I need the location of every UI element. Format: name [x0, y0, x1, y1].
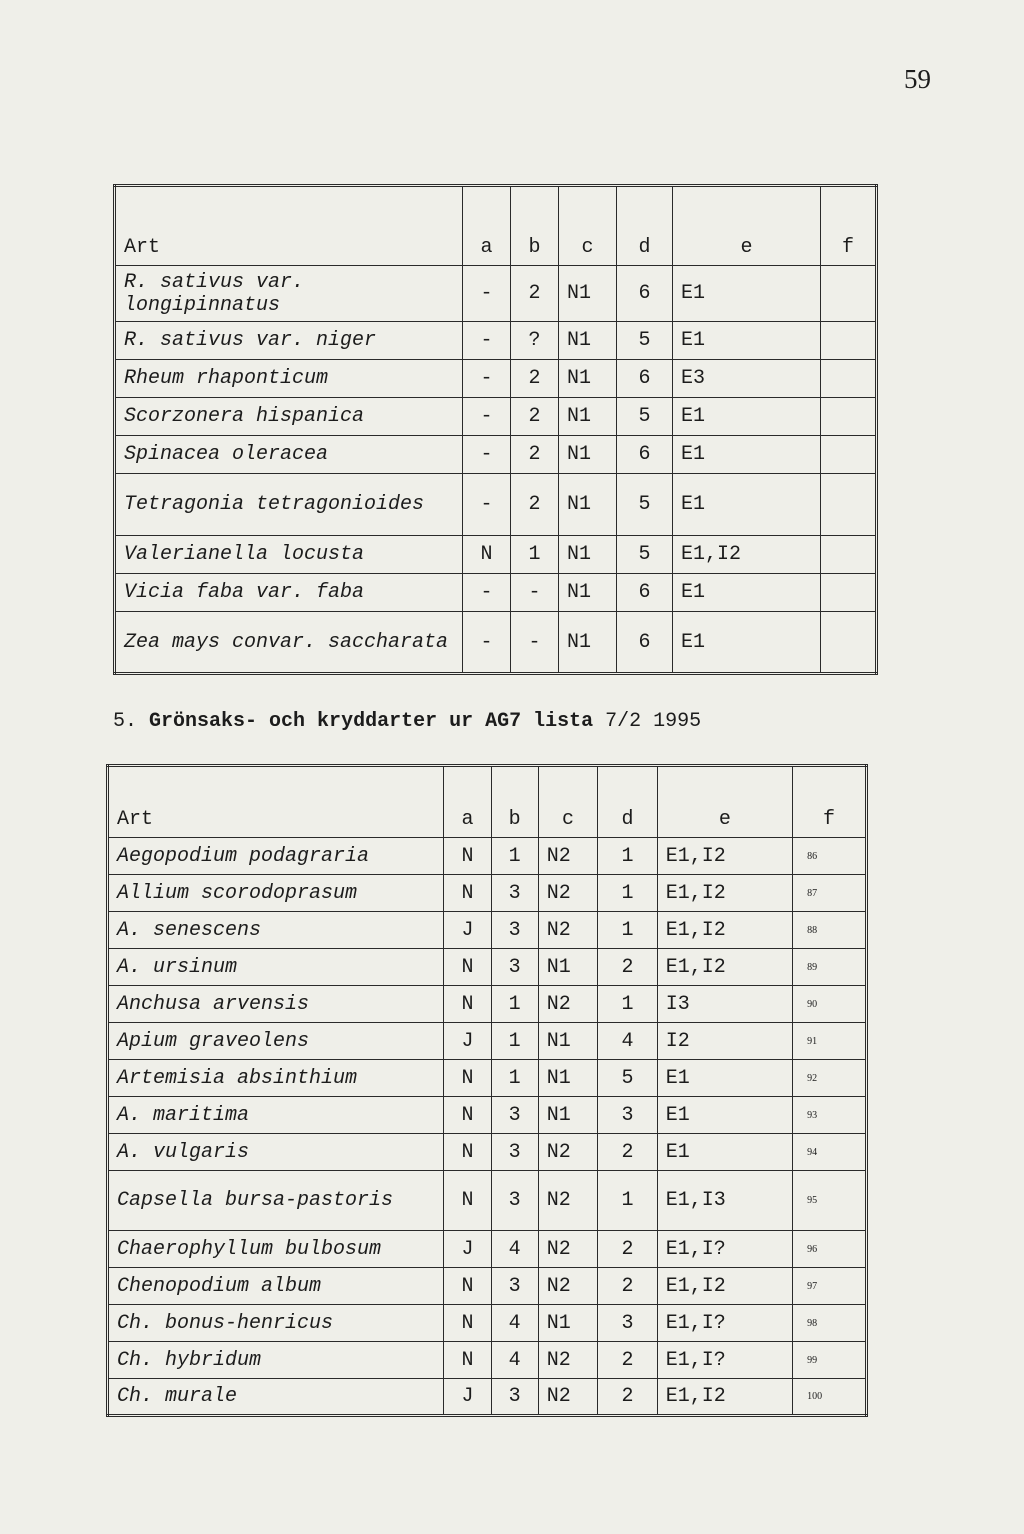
cell-b: -: [511, 574, 559, 612]
cell-d: 2: [598, 1379, 657, 1416]
cell-a: N: [444, 838, 491, 875]
cell-d: 3: [598, 1097, 657, 1134]
cell-e: E1,I2: [657, 949, 792, 986]
cell-f: 91: [793, 1023, 867, 1060]
table-row: [108, 1097, 867, 1134]
cell-c: N1: [538, 1097, 597, 1134]
cell-d: 2: [598, 1268, 657, 1305]
cell-d: 6: [617, 360, 673, 398]
cell-e: E1,I2: [657, 875, 792, 912]
cell-f: 89: [793, 949, 867, 986]
species-table-2: [106, 764, 868, 1417]
header-e: e: [673, 186, 821, 266]
cell-species: Vicia faba var. faba: [115, 574, 463, 612]
cell-c: N1: [559, 436, 617, 474]
cell-species: Chenopodium album: [108, 1268, 444, 1305]
cell-c: N1: [559, 536, 617, 574]
cell-d: 3: [598, 1305, 657, 1342]
header-c: c: [559, 186, 617, 266]
table-row: [115, 612, 877, 674]
cell-c: N2: [538, 1171, 597, 1231]
header-f: f: [821, 186, 877, 266]
table-row: [115, 322, 877, 360]
cell-species: Ch. murale: [108, 1379, 444, 1416]
cell-a: J: [444, 1231, 491, 1268]
cell-d: 6: [617, 612, 673, 674]
cell-c: N1: [559, 398, 617, 436]
cell-c: N2: [538, 1231, 597, 1268]
cell-e: E1: [673, 612, 821, 674]
cell-species: Ch. hybridum: [108, 1342, 444, 1379]
table-row: [115, 574, 877, 612]
cell-e: E1: [673, 322, 821, 360]
cell-species: A. senescens: [108, 912, 444, 949]
cell-c: N1: [559, 360, 617, 398]
table-row: [108, 1379, 867, 1416]
cell-f: 94: [793, 1134, 867, 1171]
cell-b: 1: [511, 536, 559, 574]
cell-a: J: [444, 1379, 491, 1416]
cell-b: 1: [491, 986, 538, 1023]
cell-c: N2: [538, 986, 597, 1023]
cell-species: Apium graveolens: [108, 1023, 444, 1060]
cell-species: A. ursinum: [108, 949, 444, 986]
cell-e: I2: [657, 1023, 792, 1060]
cell-a: -: [463, 612, 511, 674]
cell-a: N: [444, 1305, 491, 1342]
cell-species: Valerianella locusta: [115, 536, 463, 574]
cell-c: N2: [538, 1134, 597, 1171]
cell-species: Rheum rhaponticum: [115, 360, 463, 398]
cell-species: R. sativus var. niger: [115, 322, 463, 360]
cell-e: E1,I3: [657, 1171, 792, 1231]
cell-b: 1: [491, 838, 538, 875]
cell-f: 97: [793, 1268, 867, 1305]
cell-e: E1,I2: [657, 838, 792, 875]
cell-c: N1: [538, 1023, 597, 1060]
header-a: a: [463, 186, 511, 266]
cell-f: 88: [793, 912, 867, 949]
table-row: [108, 838, 867, 875]
cell-f: 92: [793, 1060, 867, 1097]
cell-f: [821, 266, 877, 322]
header-a: a: [444, 766, 491, 838]
cell-f: [821, 474, 877, 536]
cell-d: 2: [598, 1342, 657, 1379]
section-date: 7/2 1995: [605, 710, 702, 733]
cell-species: Ch. bonus-henricus: [108, 1305, 444, 1342]
cell-f: 90: [793, 986, 867, 1023]
header-c: c: [538, 766, 597, 838]
table-row: [108, 1171, 867, 1231]
cell-e: E1,I?: [657, 1342, 792, 1379]
table-row: [115, 436, 877, 474]
species-table-1: [113, 184, 878, 675]
cell-b: 1: [491, 1060, 538, 1097]
cell-c: N2: [538, 875, 597, 912]
cell-b: 2: [511, 266, 559, 322]
cell-a: N: [463, 536, 511, 574]
cell-a: -: [463, 266, 511, 322]
cell-f: [821, 536, 877, 574]
cell-d: 6: [617, 436, 673, 474]
cell-f: [821, 360, 877, 398]
cell-f: [821, 436, 877, 474]
page-number: 59: [904, 64, 931, 94]
cell-f: 95: [793, 1171, 867, 1231]
table-row: [115, 398, 877, 436]
cell-species: Aegopodium podagraria: [108, 838, 444, 875]
cell-e: E3: [673, 360, 821, 398]
cell-e: E1: [673, 398, 821, 436]
cell-d: 4: [598, 1023, 657, 1060]
cell-a: N: [444, 986, 491, 1023]
header-d: d: [617, 186, 673, 266]
cell-species: Chaerophyllum bulbosum: [108, 1231, 444, 1268]
cell-species: A. maritima: [108, 1097, 444, 1134]
cell-a: N: [444, 875, 491, 912]
table-row: [108, 1305, 867, 1342]
header-b: b: [491, 766, 538, 838]
cell-b: ?: [511, 322, 559, 360]
cell-b: 3: [491, 1097, 538, 1134]
section-heading: [113, 710, 701, 733]
table-row: [108, 912, 867, 949]
table-row: [108, 1023, 867, 1060]
cell-f: 93: [793, 1097, 867, 1134]
cell-d: 5: [617, 536, 673, 574]
cell-d: 1: [598, 912, 657, 949]
cell-species: Spinacea oleracea: [115, 436, 463, 474]
cell-d: 6: [617, 266, 673, 322]
cell-b: 2: [511, 474, 559, 536]
cell-e: E1,I2: [657, 1379, 792, 1416]
cell-a: J: [444, 912, 491, 949]
cell-e: E1,I?: [657, 1231, 792, 1268]
table-row: [115, 474, 877, 536]
table-row: [108, 875, 867, 912]
table-body: [115, 266, 877, 674]
header-b: b: [511, 186, 559, 266]
table-header-row: [115, 186, 877, 266]
cell-a: -: [463, 436, 511, 474]
cell-species: R. sativus var. longipinnatus: [115, 266, 463, 322]
cell-f: 98: [793, 1305, 867, 1342]
cell-f: [821, 612, 877, 674]
table-row: [108, 1268, 867, 1305]
cell-a: N: [444, 1097, 491, 1134]
cell-c: N1: [559, 612, 617, 674]
cell-b: 3: [491, 1134, 538, 1171]
cell-c: N1: [559, 474, 617, 536]
cell-d: 1: [598, 875, 657, 912]
table-row: [108, 1060, 867, 1097]
cell-b: 3: [491, 949, 538, 986]
cell-e: E1,I?: [657, 1305, 792, 1342]
cell-c: N2: [538, 912, 597, 949]
cell-c: N1: [559, 322, 617, 360]
cell-a: -: [463, 360, 511, 398]
cell-b: 3: [491, 875, 538, 912]
cell-species: Zea mays convar. saccharata: [115, 612, 463, 674]
cell-species: Allium scorodoprasum: [108, 875, 444, 912]
table-header-row: [108, 766, 867, 838]
cell-d: 5: [617, 398, 673, 436]
cell-a: N: [444, 1342, 491, 1379]
cell-f: 87: [793, 875, 867, 912]
cell-b: 4: [491, 1305, 538, 1342]
cell-d: 5: [617, 322, 673, 360]
table-row: [115, 360, 877, 398]
cell-a: N: [444, 1171, 491, 1231]
header-d: d: [598, 766, 657, 838]
cell-b: 3: [491, 1171, 538, 1231]
cell-species: Tetragonia tetragonioides: [115, 474, 463, 536]
cell-species: Anchusa arvensis: [108, 986, 444, 1023]
cell-d: 1: [598, 1171, 657, 1231]
cell-c: N1: [538, 1305, 597, 1342]
cell-c: N1: [559, 574, 617, 612]
cell-a: N: [444, 949, 491, 986]
cell-e: E1: [657, 1134, 792, 1171]
table-row: [108, 1134, 867, 1171]
cell-f: [821, 574, 877, 612]
cell-d: 1: [598, 986, 657, 1023]
cell-d: 1: [598, 838, 657, 875]
cell-f: 86: [793, 838, 867, 875]
cell-d: 2: [598, 1134, 657, 1171]
cell-c: N2: [538, 1342, 597, 1379]
cell-f: [821, 398, 877, 436]
cell-e: I3: [657, 986, 792, 1023]
cell-f: 99: [793, 1342, 867, 1379]
cell-e: E1,I2: [673, 536, 821, 574]
table-row: [108, 949, 867, 986]
cell-a: N: [444, 1134, 491, 1171]
cell-species: Scorzonera hispanica: [115, 398, 463, 436]
cell-c: N2: [538, 1379, 597, 1416]
cell-c: N1: [538, 949, 597, 986]
cell-f: 100: [793, 1379, 867, 1416]
cell-species: Capsella bursa-pastoris: [108, 1171, 444, 1231]
table-row: [108, 1342, 867, 1379]
cell-d: 6: [617, 574, 673, 612]
header-art: Art: [108, 766, 444, 838]
cell-a: N: [444, 1060, 491, 1097]
cell-e: E1,I2: [657, 912, 792, 949]
cell-species: A. vulgaris: [108, 1134, 444, 1171]
header-e: e: [657, 766, 792, 838]
table-row: [115, 536, 877, 574]
cell-b: 2: [511, 360, 559, 398]
cell-a: -: [463, 574, 511, 612]
cell-d: 2: [598, 949, 657, 986]
table-row: [108, 986, 867, 1023]
cell-e: E1,I2: [657, 1268, 792, 1305]
cell-b: 4: [491, 1231, 538, 1268]
cell-b: 3: [491, 912, 538, 949]
cell-d: 5: [617, 474, 673, 536]
cell-e: E1: [673, 266, 821, 322]
cell-a: -: [463, 398, 511, 436]
cell-c: N1: [538, 1060, 597, 1097]
cell-e: E1: [673, 474, 821, 536]
cell-c: N2: [538, 838, 597, 875]
table-row: [115, 266, 877, 322]
cell-species: Artemisia absinthium: [108, 1060, 444, 1097]
cell-a: -: [463, 474, 511, 536]
cell-b: 2: [511, 436, 559, 474]
cell-e: E1: [657, 1097, 792, 1134]
cell-f: 96: [793, 1231, 867, 1268]
cell-f: [821, 322, 877, 360]
section-title: Grönsaks- och kryddarter ur AG7 lista: [149, 710, 594, 733]
cell-b: 3: [491, 1268, 538, 1305]
cell-b: 3: [491, 1379, 538, 1416]
cell-d: 5: [598, 1060, 657, 1097]
cell-b: 2: [511, 398, 559, 436]
cell-a: -: [463, 322, 511, 360]
section-number: 5.: [113, 710, 138, 733]
cell-b: 1: [491, 1023, 538, 1060]
table-row: [108, 1231, 867, 1268]
cell-d: 2: [598, 1231, 657, 1268]
header-f: f: [793, 766, 867, 838]
cell-c: N2: [538, 1268, 597, 1305]
cell-e: E1: [673, 436, 821, 474]
cell-a: N: [444, 1268, 491, 1305]
cell-e: E1: [657, 1060, 792, 1097]
header-art: Art: [115, 186, 463, 266]
table-body: [108, 838, 867, 1416]
cell-c: N1: [559, 266, 617, 322]
cell-a: J: [444, 1023, 491, 1060]
cell-b: -: [511, 612, 559, 674]
cell-e: E1: [673, 574, 821, 612]
cell-b: 4: [491, 1342, 538, 1379]
